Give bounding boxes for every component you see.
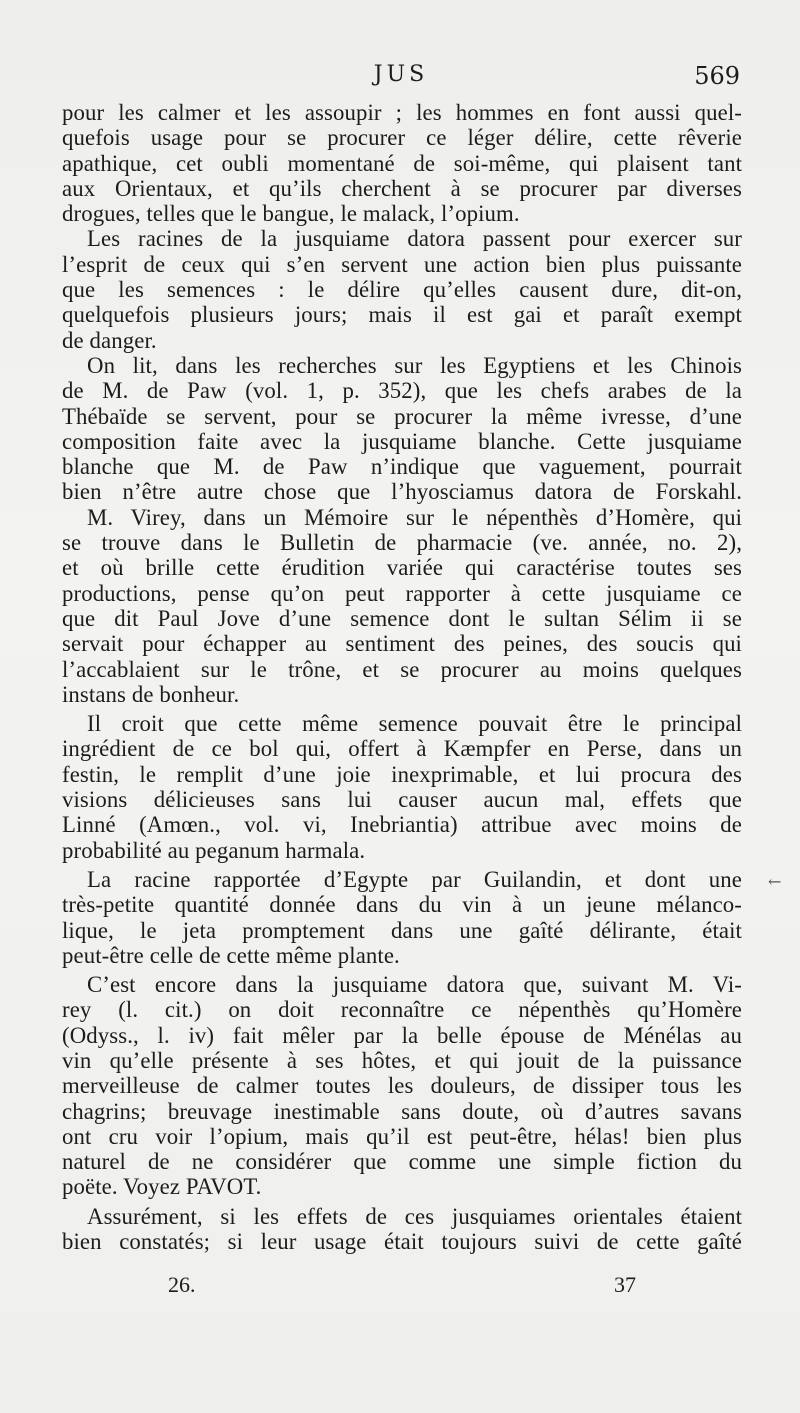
margin-mark: ← <box>768 872 782 891</box>
text-line: probabilité au peganum harmala. <box>62 837 366 863</box>
text-line: rey (l. cit.) on doit reconnaître ce népenthès qu’Homère <box>62 997 742 1023</box>
text-line: chagrins; breuvage inestimable sans doute, où d’autres savans <box>62 1098 742 1124</box>
text-line: bien n’être autre chose que l’hyosciamus datora de Forskahl. <box>62 479 742 505</box>
text-line: servait pour échapper au sentiment des peines, des soucis qui <box>62 631 742 657</box>
text-line: composition faite avec la jusquiame blanche. Cette jusquiame <box>62 428 742 454</box>
text-line: Les racines de la jusquiame datora passent pour exercer sur <box>87 226 742 252</box>
text-line: quelquefois plusieurs jours; mais il est gai et paraît exempt <box>62 302 742 328</box>
page-number: 569 <box>694 62 740 90</box>
text-line: peut-être celle de cette même plante. <box>62 942 400 968</box>
page-header <box>62 62 740 92</box>
signature-mark-right: 37 <box>614 1272 636 1297</box>
text-line: Il croit que cette même semence pouvait être le principal <box>87 711 742 737</box>
text-line: C’est encore dans la jusquiame datora que, suivant M. Vi- <box>87 972 742 998</box>
text-line: Linné (Amœn., vol. vi, Inebriantia) attribue avec moins de <box>62 812 742 838</box>
text-line: M. Virey, dans un Mémoire sur le népenthès d’Homère, qui <box>87 504 742 530</box>
text-line: naturel de ne considérer que comme une simple fiction du <box>62 1149 742 1175</box>
text-line: très-petite quantité donnée dans du vin à un jeune mélanco- <box>62 892 742 918</box>
body-text <box>62 100 742 1254</box>
text-line: Assurément, si les effets de ces jusquiames orientales étaient <box>87 1203 742 1229</box>
text-line: instans de bonheur. <box>62 681 240 707</box>
text-line: aux Orientaux, et qu’ils cherchent à se procurer par diverses <box>62 175 742 201</box>
text-line: drogues, telles que le bangue, le malack, l’opium. <box>62 201 520 227</box>
text-line: (Odyss., l. iv) fait mêler par la belle épouse de Ménélas au <box>62 1022 742 1048</box>
text-line: vin qu’elle présente à ses hôtes, et qui jouit de la puissance <box>62 1047 742 1073</box>
text-line: visions délicieuses sans lui causer aucun mal, effets que <box>62 787 742 813</box>
text-line: ingrédient de ce bol qui, offert à Kæmpfer en Perse, dans un <box>62 736 742 762</box>
text-line: apathique, cet oubli momentané de soi-même, qui plaisent tant <box>62 150 742 176</box>
text-line: ont cru voir l’opium, mais qu’il est peut-être, hélas! bien plus <box>62 1123 742 1149</box>
text-line: merveilleuse de calmer toutes les douleurs, de dissiper tous les <box>62 1073 742 1099</box>
text-line: de danger. <box>62 327 157 353</box>
text-line: On lit, dans les recherches sur les Egyptiens et les Chinois <box>87 352 742 378</box>
signature-mark-left: 26. <box>168 1272 196 1297</box>
text-line: l’esprit de ceux qui s’en servent une action bien plus puissante <box>62 251 742 277</box>
text-line: et où brille cette érudition variée qui caractérise toutes ses <box>62 555 742 581</box>
text-line: de M. de Paw (vol. 1, p. 352), que les chefs arabes de la <box>62 378 742 404</box>
text-line: La racine rapportée d’Egypte par Guilandin, et dont une <box>87 866 742 892</box>
text-line: que les semences : le délire qu’elles causent dure, dit-on, <box>62 277 742 303</box>
text-line: Thébaïde se servent, pour se procurer la même ivresse, d’une <box>62 403 742 429</box>
text-line: lique, le jeta promptement dans une gaîté délirante, était <box>62 917 742 943</box>
text-line: l’accablaient sur le trône, et se procurer au moins quelques <box>62 656 742 682</box>
text-line: bien constatés; si leur usage était toujours suivi de cette gaîté <box>62 1229 742 1255</box>
text-line: poëte. Voyez PAVOT. <box>62 1174 262 1200</box>
text-line: quefois usage pour se procurer ce léger délire, cette rêverie <box>62 125 742 151</box>
text-line: festin, le remplit d’une joie inexprimable, et lui procura des <box>62 761 742 787</box>
text-line: que dit Paul Jove d’une semence dont le sultan Sélim ii se <box>62 605 742 631</box>
text-line: pour les calmer et les assoupir ; les hommes en font aussi quel- <box>62 100 742 125</box>
text-line: blanche que M. de Paw n’indique que vaguement, pourrait <box>62 454 742 480</box>
running-head: JUS <box>373 62 429 87</box>
text-line: se trouve dans le Bulletin de pharmacie (ve. année, no. 2), <box>62 530 742 556</box>
page-footer <box>62 1272 740 1302</box>
text-line: productions, pense qu’on peut rapporter à cette jusquiame ce <box>62 580 742 606</box>
